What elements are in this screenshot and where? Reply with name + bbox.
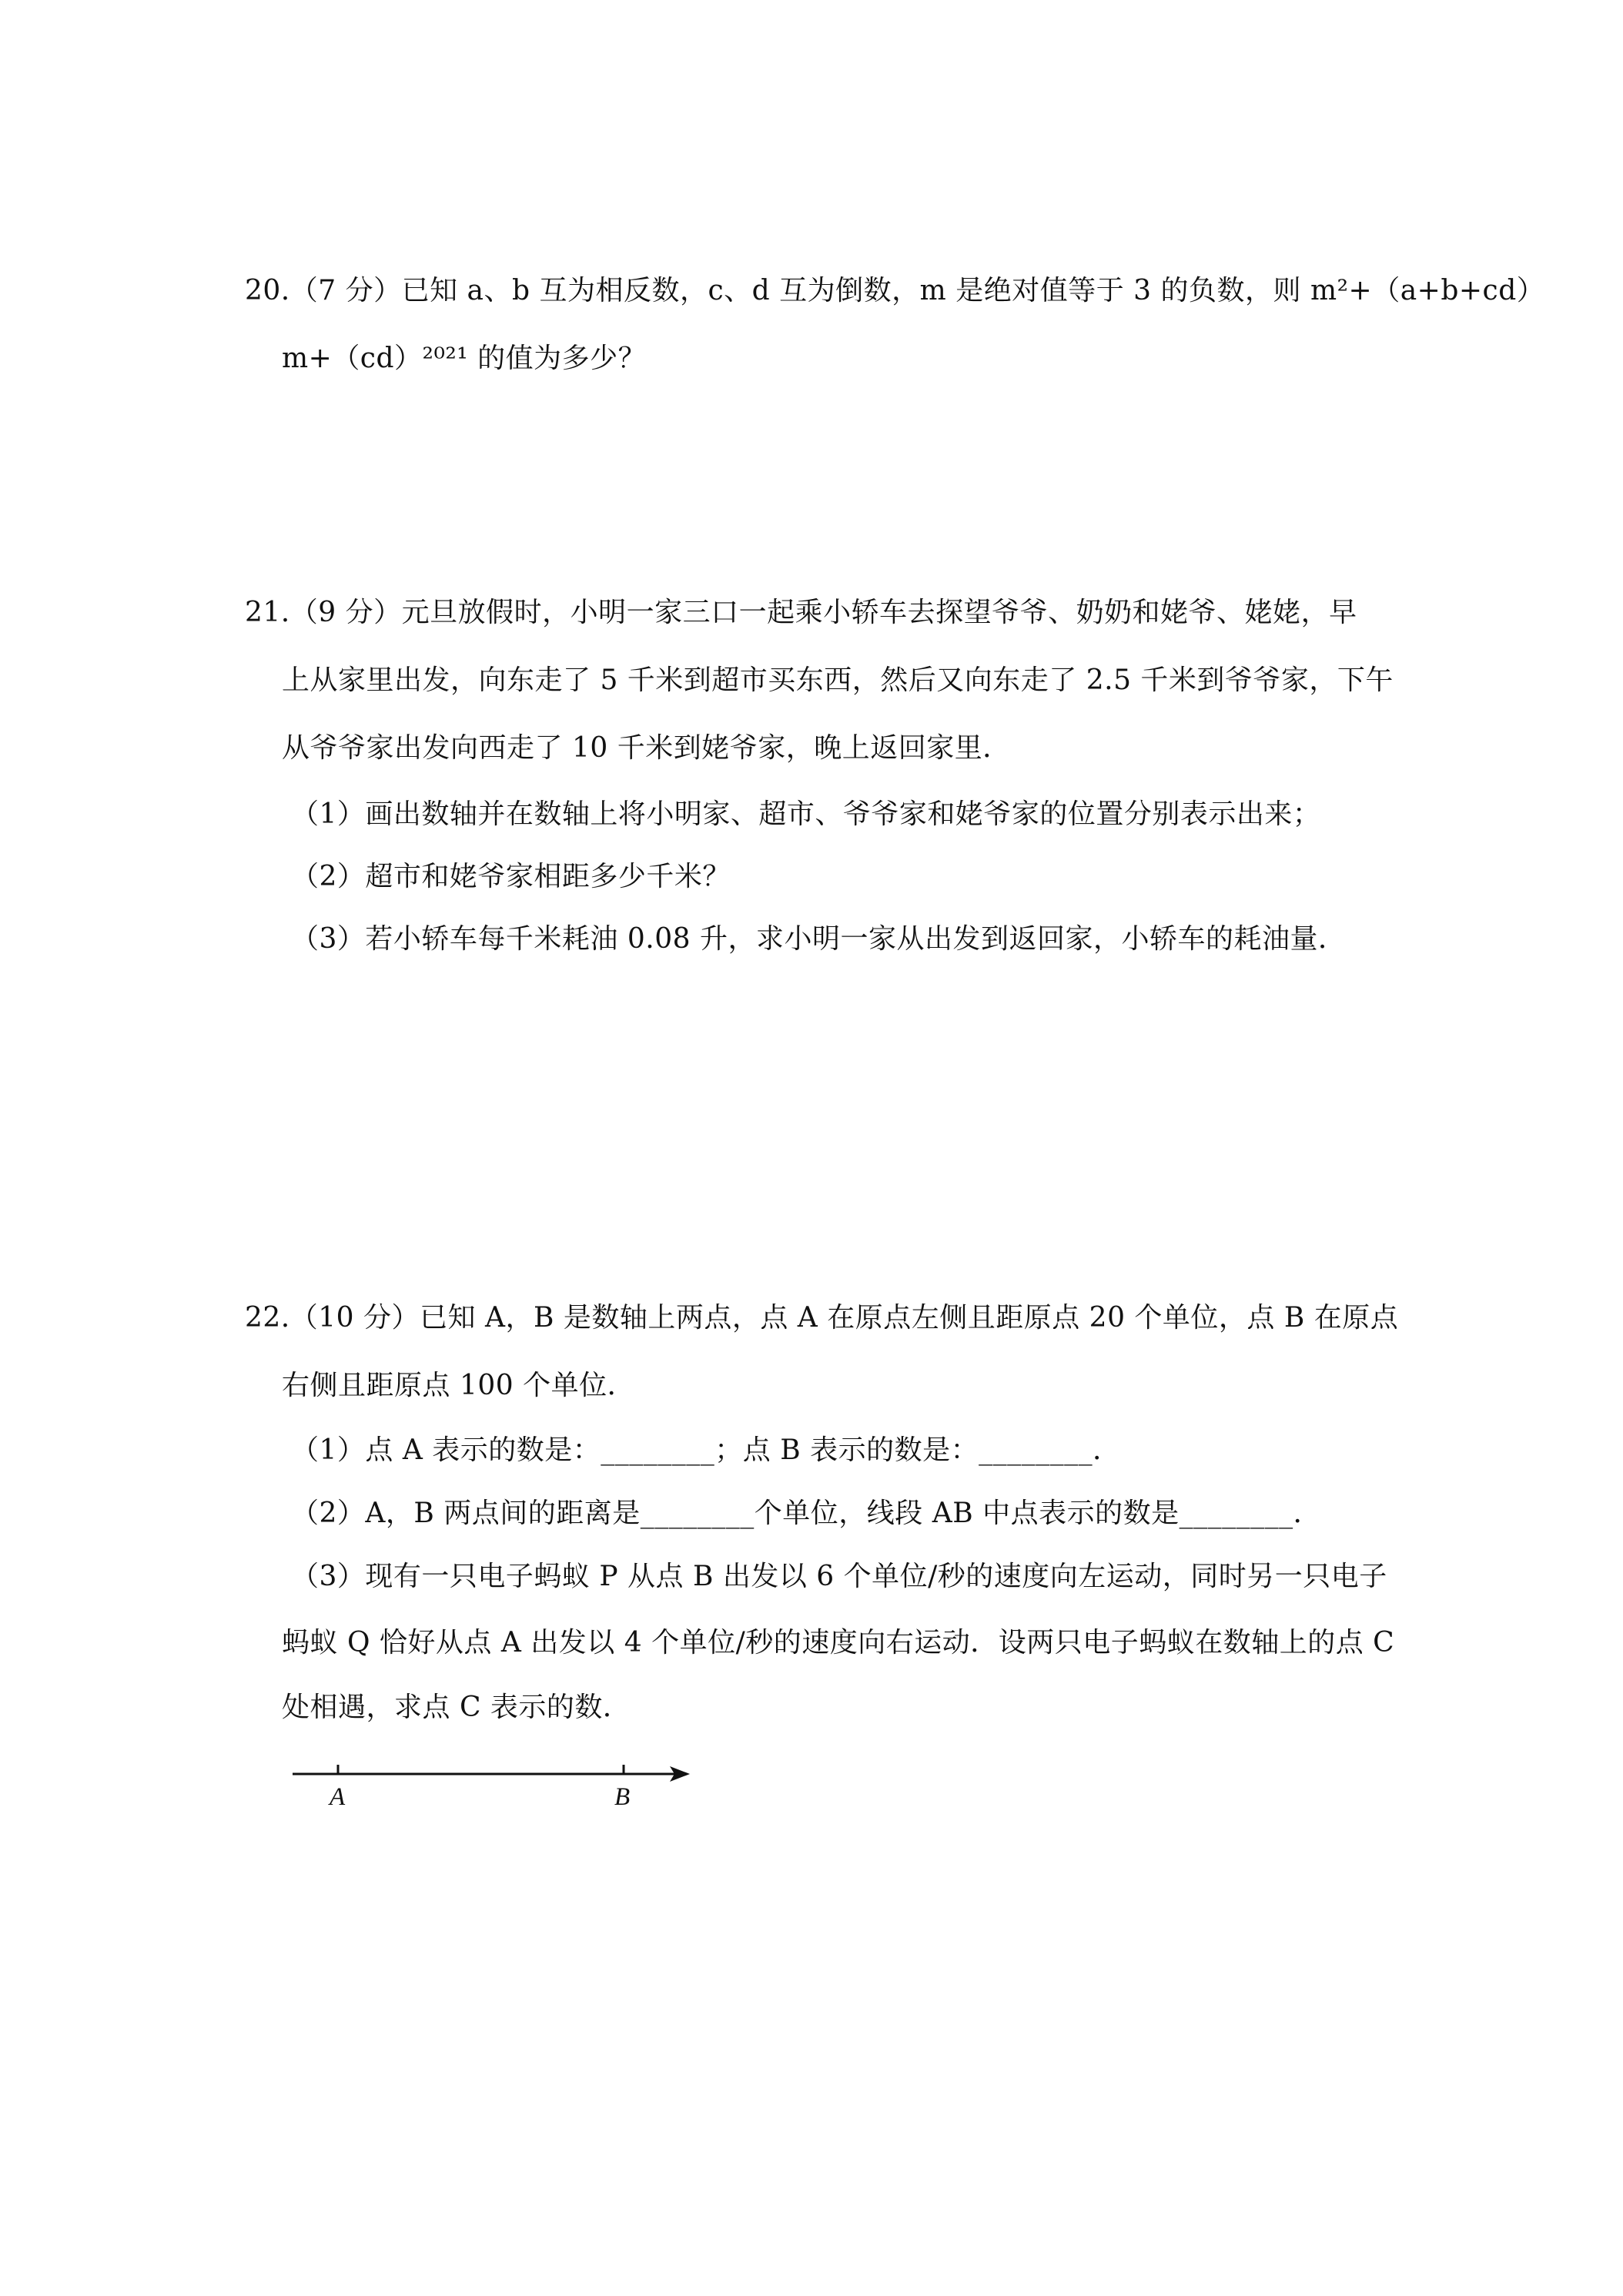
q20-line-2-text: m+（cd）²⁰²¹ 的值为多少？: [282, 343, 647, 374]
q22-sub-3-line-3-text: 处相遇，求点 C 表示的数．: [282, 1692, 631, 1723]
q22-sub-3-line-1: [291, 1557, 1387, 1597]
label-b: B: [614, 1783, 631, 1811]
q22-sub-2-text: （2）A，B 两点间的距离是________个单位，线段 AB 中点表示的数是________．: [291, 1498, 1322, 1529]
q22-line-1: [245, 1298, 1398, 1338]
q22-sub-3-line-2-text: 蚂蚁 Q 恰好从点 A 出发以 4 个单位/秒的速度向右运动．设两只电子蚂蚁在数轴上的点 C: [282, 1627, 1395, 1658]
q22-line-2: [282, 1366, 635, 1406]
q22-sub-2: [291, 1494, 1321, 1534]
q22-sub-3-line-2: [282, 1623, 1394, 1663]
q21-sub-2: [291, 857, 731, 897]
q21-line-3: [282, 728, 1011, 768]
q22-line-1-text: 22.（10 分）已知 A，B 是数轴上两点，点 A 在原点左侧且距原点 20 个单位，点 B 在原点: [245, 1302, 1399, 1334]
q21-sub-2-text: （2）超市和姥爷家相距多少千米？: [291, 861, 731, 892]
q22-sub-1-text: （1）点 A 表示的数是：________；点 B 表示的数是：________．: [291, 1434, 1121, 1466]
q22-line-2-text: 右侧且距原点 100 个单位．: [282, 1370, 636, 1401]
q21-line-2-text: 上从家里出发，向东走了 5 千米到超市买东西，然后又向东走了 2.5 千米到爷爷家，下午: [282, 664, 1394, 696]
q21-line-3-text: 从爷爷家出发向西走了 10 千米到姥爷家，晚上返回家里．: [282, 732, 1011, 764]
q22-sub-3-line-1-text: （3）现有一只电子蚂蚁 P 从点 B 出发以 6 个单位/秒的速度向左运动，同时另一只电子: [291, 1561, 1387, 1592]
q21-line-1-text: 21.（9 分）元旦放假时，小明一家三口一起乘小轿车去探望爷爷、奶奶和姥爷、姥姥，早: [245, 597, 1357, 628]
label-a: A: [330, 1783, 346, 1811]
q20-line-1-text: 20.（7 分）已知 a、b 互为相反数，c、d 互为倒数，m 是绝对值等于 3 的负数，则 m²+（a+b+cd）: [245, 275, 1545, 306]
q21-sub-3: [291, 919, 1346, 959]
q20-line-1: [245, 271, 1544, 311]
q22-sub-3-line-3: [282, 1688, 631, 1728]
q21-sub-1: [291, 795, 1320, 835]
number-line-figure: [285, 1739, 701, 1823]
q21-sub-3-text: （3）若小轿车每千米耗油 0.08 升，求小明一家从出发到返回家，小轿车的耗油量．: [291, 923, 1347, 955]
q20-line-2: [282, 339, 646, 379]
q21-line-2: [282, 661, 1394, 701]
q21-line-1: [245, 593, 1357, 633]
q21-sub-1-text: （1）画出数轴并在数轴上将小明家、超市、爷爷家和姥爷家的位置分别表示出来；: [291, 798, 1321, 830]
q22-sub-1: [291, 1431, 1121, 1471]
